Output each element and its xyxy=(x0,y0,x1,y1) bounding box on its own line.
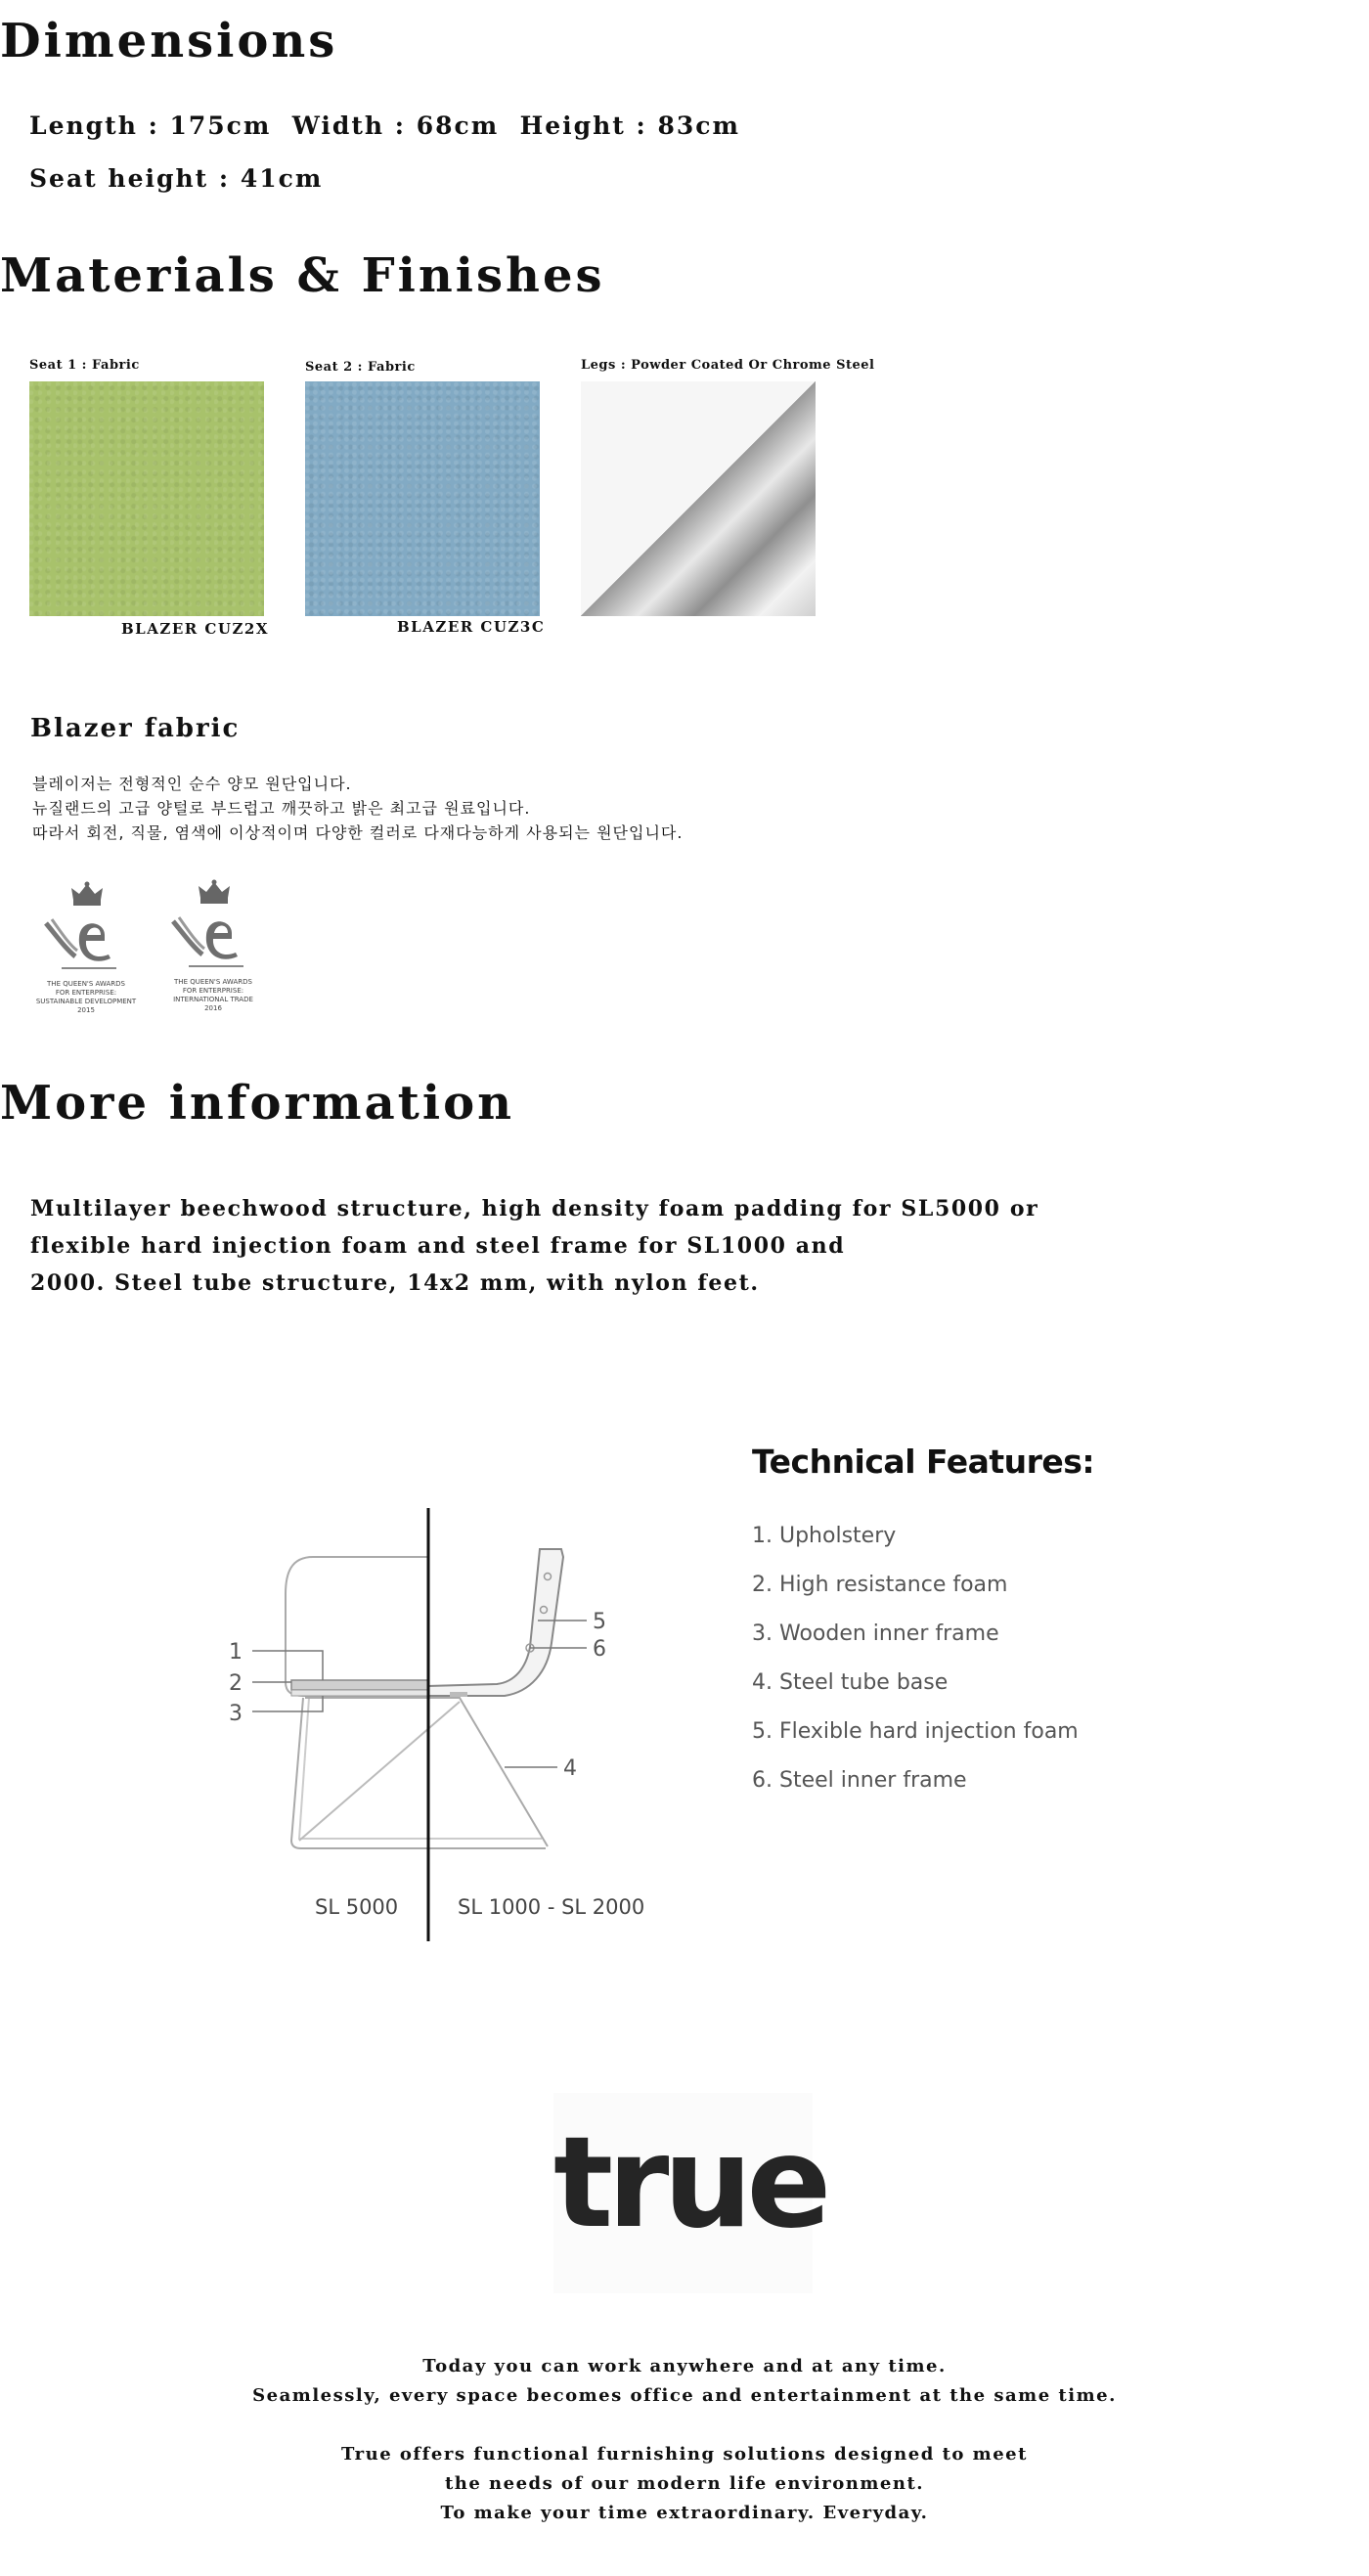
steel-swatch xyxy=(581,381,816,616)
swatch-label: Seat 1 : Fabric xyxy=(29,358,140,373)
closing-statement xyxy=(0,2352,1369,2528)
fabric-description xyxy=(32,772,683,845)
fabric-line: 블레이저는 전형적인 순수 양모 원단입니다. xyxy=(32,775,352,793)
swatch-name: BLAZER CUZ2X xyxy=(121,620,269,638)
more-info-text xyxy=(30,1190,1038,1302)
callout-1: 1 xyxy=(229,1640,243,1665)
more-info-heading: More information xyxy=(0,1076,514,1131)
technical-features-title: Technical Features: xyxy=(752,1443,1095,1481)
feature-item: 6. Steel inner frame xyxy=(752,1768,967,1793)
chair-technical-diagram xyxy=(215,1496,675,1951)
swatch-label: Seat 2 : Fabric xyxy=(305,360,416,375)
crown-e-icon xyxy=(32,880,140,980)
callout-4: 4 xyxy=(563,1756,577,1781)
feature-item: 3. Wooden inner frame xyxy=(752,1621,999,1646)
more-info-line: flexible hard injection foam and steel frame for SL1000 and xyxy=(30,1233,846,1259)
more-info-line: 2000. Steel tube structure, 14x2 mm, with nylon feet. xyxy=(30,1270,760,1296)
closing-line: Seamlessly, every space becomes office and entertainment at the same time. xyxy=(252,2385,1117,2406)
feature-item: 4. Steel tube base xyxy=(752,1670,949,1695)
fabric-heading: Blazer fabric xyxy=(30,714,241,743)
backrest-outline xyxy=(286,1557,428,1696)
feature-item: 1. Upholstery xyxy=(752,1524,897,1548)
queens-award-international-logo xyxy=(159,878,267,1025)
true-logo xyxy=(553,2093,826,2293)
swatch-label: Legs : Powder Coated Or Chrome Steel xyxy=(581,358,875,373)
closing-spacer xyxy=(0,2411,1369,2440)
technical-features-list xyxy=(752,1522,1079,1815)
closing-line: the needs of our modern life environment. xyxy=(444,2473,925,2494)
feature-item: 5. Flexible hard injection foam xyxy=(752,1719,1079,1744)
swatch-name: BLAZER CUZ3C xyxy=(397,618,546,636)
dimensions-line: Length : 175cm Width : 68cm Height : 83cm xyxy=(29,111,740,140)
award-caption: THE QUEEN'S AWARDS FOR ENTERPRISE: INTERNATIONAL TRADE 2016 xyxy=(173,978,253,1012)
callout-6: 6 xyxy=(593,1637,606,1662)
queens-award-sustainable-logo xyxy=(32,880,140,1027)
award-caption: THE QUEEN'S AWARDS FOR ENTERPRISE: SUSTAINABLE DEVELOPMENT 2015 xyxy=(35,980,137,1014)
fabric-line: 뉴질랜드의 고급 양털로 부드럽고 깨끗하고 밝은 최고급 원료입니다. xyxy=(32,799,531,818)
materials-heading: Materials & Finishes xyxy=(0,248,605,303)
sl5000-label: SL 5000 xyxy=(315,1895,399,1919)
shell-outline xyxy=(428,1549,563,1696)
crown-e-icon xyxy=(159,878,267,978)
seat-height-line: Seat height : 41cm xyxy=(29,164,324,193)
fabric-swatch-green xyxy=(29,381,264,616)
closing-line: To make your time extraordinary. Everyday. xyxy=(440,2503,929,2523)
more-info-line: Multilayer beechwood structure, high density foam padding for SL5000 or xyxy=(30,1196,1039,1221)
fabric-swatch-blue xyxy=(305,381,540,616)
feature-item: 2. High resistance foam xyxy=(752,1573,1008,1597)
logo-wordmark: true xyxy=(553,2110,826,2256)
sl1000-2000-label: SL 1000 - SL 2000 xyxy=(458,1895,645,1919)
callout-3: 3 xyxy=(229,1702,243,1726)
closing-line: Today you can work anywhere and at any time. xyxy=(422,2356,947,2376)
callout-5: 5 xyxy=(593,1610,606,1634)
callout-2: 2 xyxy=(229,1671,243,1696)
closing-line: True offers functional furnishing solutions designed to meet xyxy=(341,2444,1028,2465)
fabric-line: 따라서 회전, 직물, 염색에 이상적이며 다양한 컬러로 다재다능하게 사용되는 원단입니다. xyxy=(32,823,684,842)
dimensions-heading: Dimensions xyxy=(0,14,338,68)
